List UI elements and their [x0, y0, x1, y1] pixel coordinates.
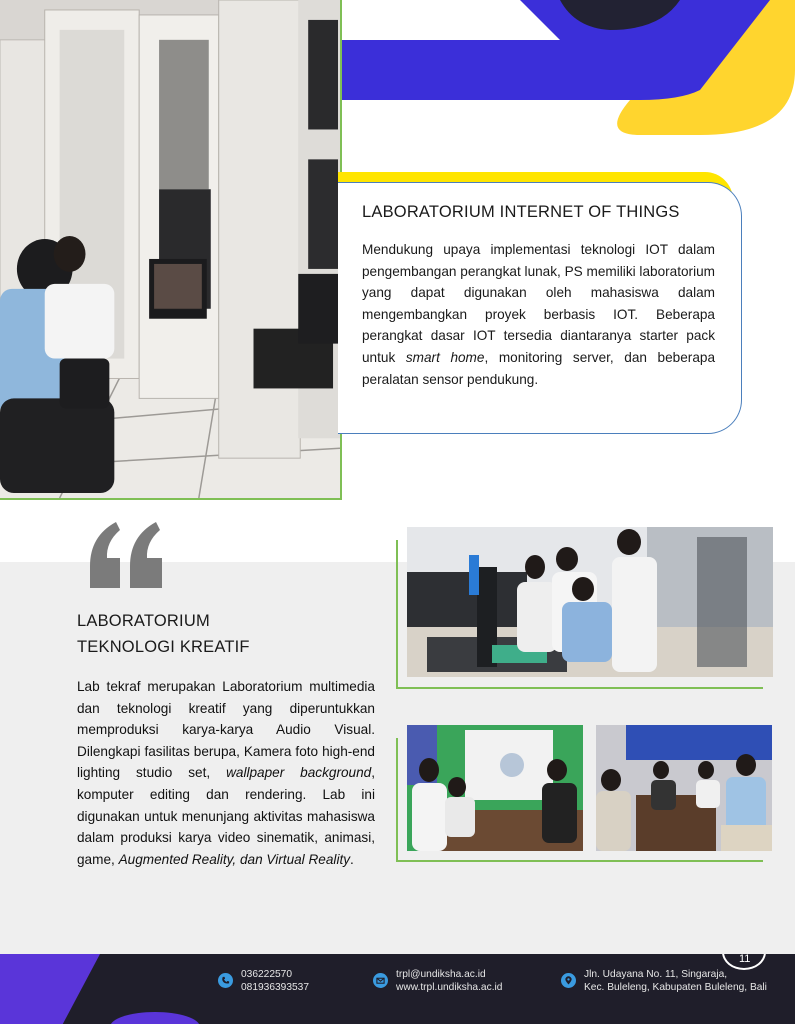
phone-number-1[interactable]: 036222570: [241, 969, 292, 980]
page-number: 11: [739, 954, 751, 965]
location-pin-icon: [561, 973, 576, 988]
phone-number-2[interactable]: 081936393537: [241, 982, 309, 993]
tekraf-lab-photo-1: [407, 527, 773, 677]
email-icon: [373, 973, 388, 988]
footer-address: [561, 968, 767, 994]
footer-purple-curve: [110, 1012, 200, 1024]
footer-contact: [373, 968, 502, 994]
tekraf-lab-description: Lab tekraf merupakan Laboratorium multimedia dan teknologi kreatif yang diperuntukkan memproduksi karya-karya Audio Visual. Dilengkapi fasilitas berupa, Kamera foto high-end lighting studio set, wallpaper background, komputer editing dan rendering. Lab ini digunakan untuk menunjang aktivitas mahasiswa dalam produksi karya video sinematik, animasi, game, Augmented Reality, dan Virtual Reality.: [77, 679, 375, 867]
server-room-photo: [0, 0, 342, 500]
footer: [0, 954, 795, 1024]
tekraf-lab-photo-2: [407, 725, 583, 851]
tekraf-lab-title: LABORATORIUM TEKNOLOGI KREATIF: [77, 612, 250, 656]
quote-mark-icon: [86, 518, 166, 593]
tekraf-lab-photo-3: [596, 725, 772, 851]
email-link[interactable]: trpl@undiksha.ac.id: [396, 969, 486, 980]
address-line-1: Jln. Udayana No. 11, Singaraja,: [584, 969, 728, 980]
phone-icon: [218, 973, 233, 988]
website-link[interactable]: www.trpl.undiksha.ac.id: [396, 982, 503, 993]
footer-phone: [218, 968, 309, 994]
iot-lab-card: [338, 182, 742, 434]
address-line-2: Kec. Buleleng, Kabupaten Buleleng, Bali: [584, 982, 767, 993]
iot-lab-description: Mendukung upaya implementasi teknologi IOT dalam pengembangan perangkat lunak, PS memiliki laboratorium yang dapat digunakan oleh mahasiswa dalam mengembangkan proyek berbasis IOT. Beberapa perangkat dasar IOT tersedia diantaranya starter pack untuk smart home, monitoring server, dan beberapa peralatan sensor pendukung.: [362, 242, 716, 387]
footer-purple-accent: [0, 954, 100, 1024]
iot-lab-title: LABORATORIUM INTERNET OF THINGS: [362, 203, 680, 221]
